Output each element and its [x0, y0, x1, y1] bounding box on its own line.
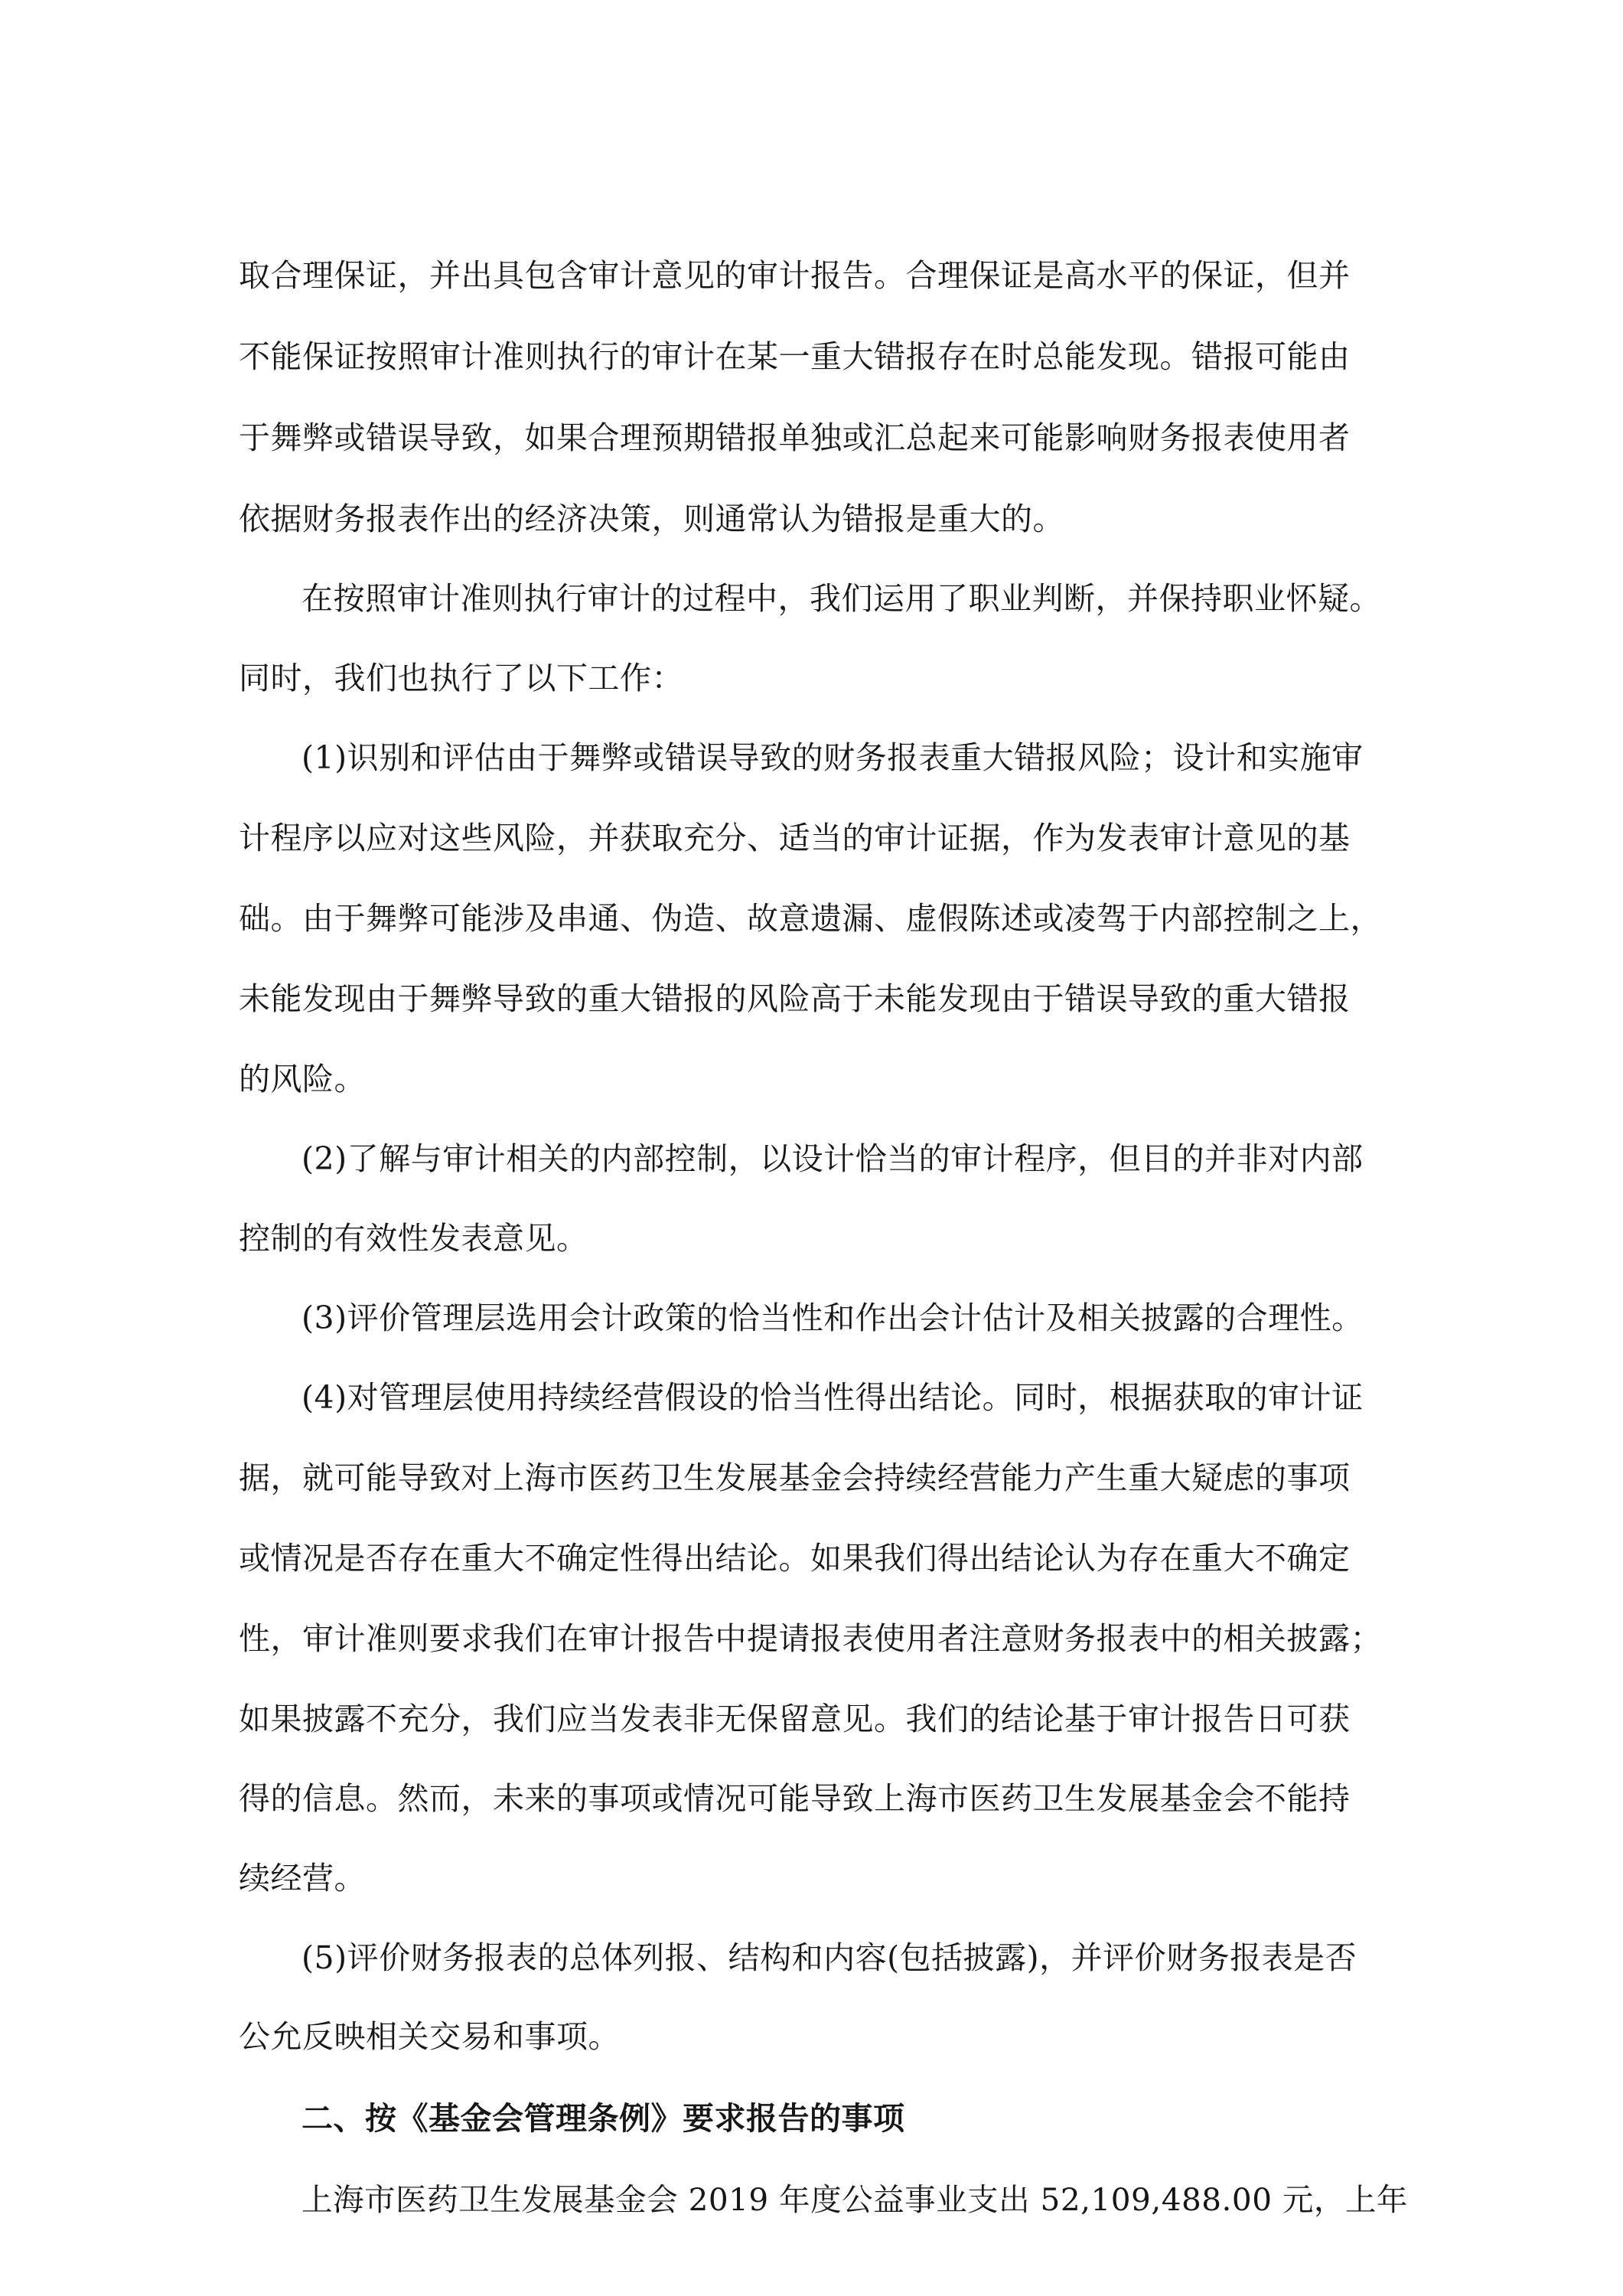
body-text-line-text: 上海市医药卫生发展基金会 2019 年度公益事业支出 52,109,488.00 元，上年 [301, 2181, 1408, 2218]
document-page: 取合理保证，并出具包含审计意见的审计报告。合理保证是高水平的保证，但并 不能保证按照审计准则执行的审计在某一重大错报存在时总能发现。错报可能由 于舞弊或错误导致，如果合理预期错报单独或汇总起来可能影响财务报表使用者 依据财务报表作出的经济决策，则通常认为错报是重大的。 在按照审计准则执行审计的过程中，我们运用了职业判断，并保持职业怀疑。 同时，我们也执行了以下工作： (1)识别和评估由于舞弊或错误导致的财务报表重大错报风险；设计和实施审 计程序以应对这些风险，并获取充分、适当的审计证据，作为发表审计意见的基 础。由于舞弊可能涉及串通、伪造、故意遗漏、虚假陈述或凌驾于内部控制之上， 未能发现由于舞弊导致的重大错报的风险高于未能发现由于错误导致的重大错报 的风险。 (2)了解与审计相关的内部控制，以设计恰当的审计程序，但目的并非对内部 控制的有效性发表意见。 (3)评价管理层选用会计政策的恰当性和作出会计估计及相关披露的合理性。 (4)对管理层使用持续经营假设的恰当性得出结论。同时，根据获取的审计证 据，就可能导致对上海市医药卫生发展基金会持续经营能力产生重大疑虑的事项 或情况是否存在重大不确定性得出结论。如果我们得出结论认为存在重大不确定 性，审计准则要求我们在审计报告中提请报表使用者注意财务报表中的相关披露； 如果披露不充分，我们应当发表非无保留意见。我们的结论基于审计报告日可获 得的信息。然而，未来的事项或情况可能导致上海市医药卫生发展基金会不能持 续经营。 (5)评价财务报表的总体列报、结构和内容(包括披露)，并评价财务报表是否 公允反映相关交易和事项。 二、按《基金会管理条例》要求报告的事项 上海市医药卫生发展基金会 2019 年度公益事业支出 52,109,488.00 元，上年 [0, 0, 1623, 2296]
section-heading-text: 二、按《基金会管理条例》要求报告的事项 [301, 2100, 905, 2137]
